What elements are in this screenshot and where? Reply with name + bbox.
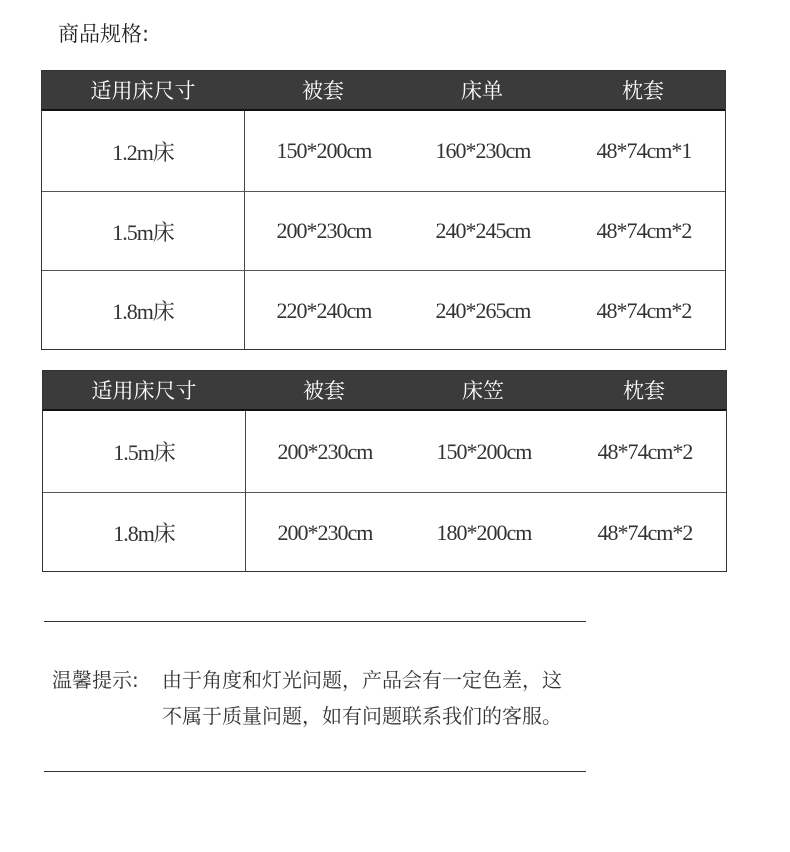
table-cell: 240*245cm <box>435 218 531 243</box>
spec-table-1 <box>41 70 726 350</box>
table-cell: 1.8m床 <box>42 271 245 350</box>
table-cell: 48*74cm*1 <box>596 138 692 163</box>
table-cell: 1.5m床 <box>42 192 245 270</box>
header-cell: 床笠 <box>462 379 504 403</box>
table-header <box>43 371 726 411</box>
table-row <box>42 191 725 270</box>
table-cell: 200*230cm <box>277 438 373 464</box>
table-cell: 160*230cm <box>435 138 531 163</box>
table-cell: 220*240cm <box>276 297 372 323</box>
table-cell: 48*74cm*2 <box>597 519 693 545</box>
header-cell: 枕套 <box>623 379 665 403</box>
table-cell: 1.2m床 <box>42 111 245 191</box>
tip-label: 温馨提示: <box>52 668 139 692</box>
table-cell: 48*74cm*2 <box>596 297 692 323</box>
table-cell: 200*230cm <box>277 519 373 545</box>
table-cell: 1.5m床 <box>43 411 246 492</box>
header-cell: 被套 <box>302 79 344 103</box>
table-cell: 1.8m床 <box>43 493 246 572</box>
table-cell: 240*265cm <box>435 297 531 323</box>
table-row <box>42 270 725 350</box>
header-cell: 适用床尺寸 <box>91 379 197 403</box>
table-header <box>42 71 725 111</box>
table-cell: 150*200cm <box>276 138 372 163</box>
table-row <box>42 111 725 191</box>
table-cell: 48*74cm*2 <box>597 438 693 464</box>
table-cell: 200*230cm <box>276 218 372 243</box>
table-row <box>43 411 726 492</box>
header-cell: 床单 <box>461 79 503 103</box>
warm-tip <box>52 662 562 734</box>
tip-text-2: 不属于质量问题，如有问题联系我们的客服。 <box>162 704 562 728</box>
tip-text-1: 由于角度和灯光问题，产品会有一定色差，这 <box>162 668 562 692</box>
spec-table-2 <box>42 370 727 572</box>
header-cell: 枕套 <box>622 79 664 103</box>
divider-top <box>44 621 586 622</box>
divider-bottom <box>44 771 586 772</box>
table-cell: 150*200cm <box>436 438 532 464</box>
header-cell: 适用床尺寸 <box>90 79 196 103</box>
table-cell: 180*200cm <box>436 519 532 545</box>
table-row <box>43 492 726 572</box>
table-cell: 48*74cm*2 <box>596 218 692 243</box>
spec-heading: 商品规格: <box>58 22 150 46</box>
tip-line-1 <box>52 662 562 698</box>
header-cell: 被套 <box>303 379 345 403</box>
